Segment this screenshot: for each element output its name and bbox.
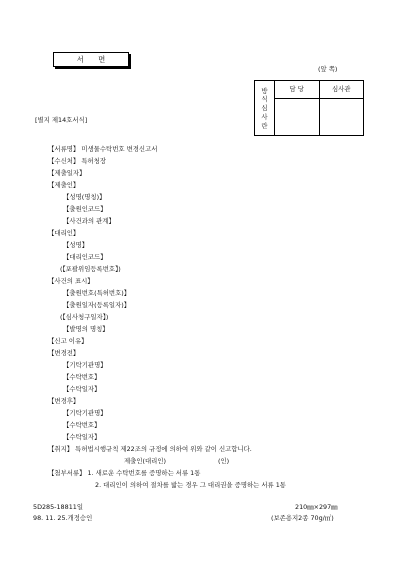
form-line: 【수신처】 특허청장 bbox=[48, 157, 107, 165]
form-line: 【첨부서류】 1. 새로운 수탁번호를 증명하는 서류 1통 bbox=[48, 469, 201, 477]
form-line: 【출원번호(특허번호)】 bbox=[63, 289, 131, 297]
form-line: 【성명】 bbox=[63, 241, 89, 249]
form-line: 【성명(명칭)】 bbox=[63, 193, 106, 201]
footer-paper-size: 210㎜×297㎜ bbox=[295, 503, 338, 511]
form-line: (【심사청구일자】) bbox=[60, 313, 109, 321]
form-line: 【수탁번호】 bbox=[63, 373, 101, 381]
form-line: 【수탁번호】 bbox=[63, 421, 101, 429]
seal-mark: (인) bbox=[218, 457, 230, 465]
form-line: 【기탁기관명】 bbox=[63, 409, 107, 417]
page-side-note: (앞 쪽) bbox=[318, 65, 338, 73]
footer-paper-type: (보존용지2종 70g/㎡) bbox=[271, 514, 334, 522]
form-line: 【제출일자】 bbox=[48, 169, 86, 177]
form-line: 2. 대리인이 의하여 절차를 밟는 경우 그 대리권을 증명하는 서류 1통 bbox=[95, 481, 286, 489]
form-line: 【서류명】 미생물수탁번호 변경신고서 bbox=[48, 145, 158, 153]
form-line: 【사건과의 관계】 bbox=[63, 217, 115, 225]
form-line: 【출원일자(등록일자)】 bbox=[63, 301, 131, 309]
form-line: 【출원인코드】 bbox=[63, 205, 107, 213]
form-line: 【변경전】 bbox=[48, 349, 80, 357]
form-line: 【변경후】 bbox=[48, 397, 80, 405]
footer-approved: 98. 11. 25.개정승인 bbox=[33, 514, 93, 522]
form-line: 【기탁기관명】 bbox=[63, 361, 107, 369]
submitter-signature-label: 제출인(대리인) bbox=[124, 457, 167, 465]
form-line: 【대리인】 bbox=[48, 229, 80, 237]
approval-cell-clerk bbox=[275, 99, 320, 136]
form-number: [별지 제14호서식] bbox=[35, 116, 88, 124]
approval-cell-examiner bbox=[319, 99, 364, 136]
document-type-box: 서 면 bbox=[53, 52, 129, 67]
approval-header-examiner: 심사관 bbox=[319, 81, 364, 99]
footer-code: 5D285-18811일 bbox=[33, 503, 83, 511]
approval-header-clerk: 담 당 bbox=[275, 81, 320, 99]
form-line: 【신고 이유】 bbox=[48, 337, 88, 345]
form-line: (【포괄위임등록번호】) bbox=[60, 265, 121, 273]
form-line: 【수탁일자】 bbox=[63, 433, 101, 441]
form-line: 【취지】 특허법시행규칙 제22조의 규정에 의하여 위와 같이 신고합니다. bbox=[48, 445, 252, 453]
form-line: 【대리인코드】 bbox=[63, 253, 107, 261]
approval-stamp-table bbox=[254, 80, 364, 136]
form-line: 【사건의 표시】 bbox=[48, 277, 94, 285]
approval-label: 방 식 심 사 란 bbox=[255, 81, 275, 136]
form-line: 【수탁일자】 bbox=[63, 385, 101, 393]
form-line: 【발명의 명칭】 bbox=[63, 325, 109, 333]
form-line: 【제출인】 bbox=[48, 181, 80, 189]
